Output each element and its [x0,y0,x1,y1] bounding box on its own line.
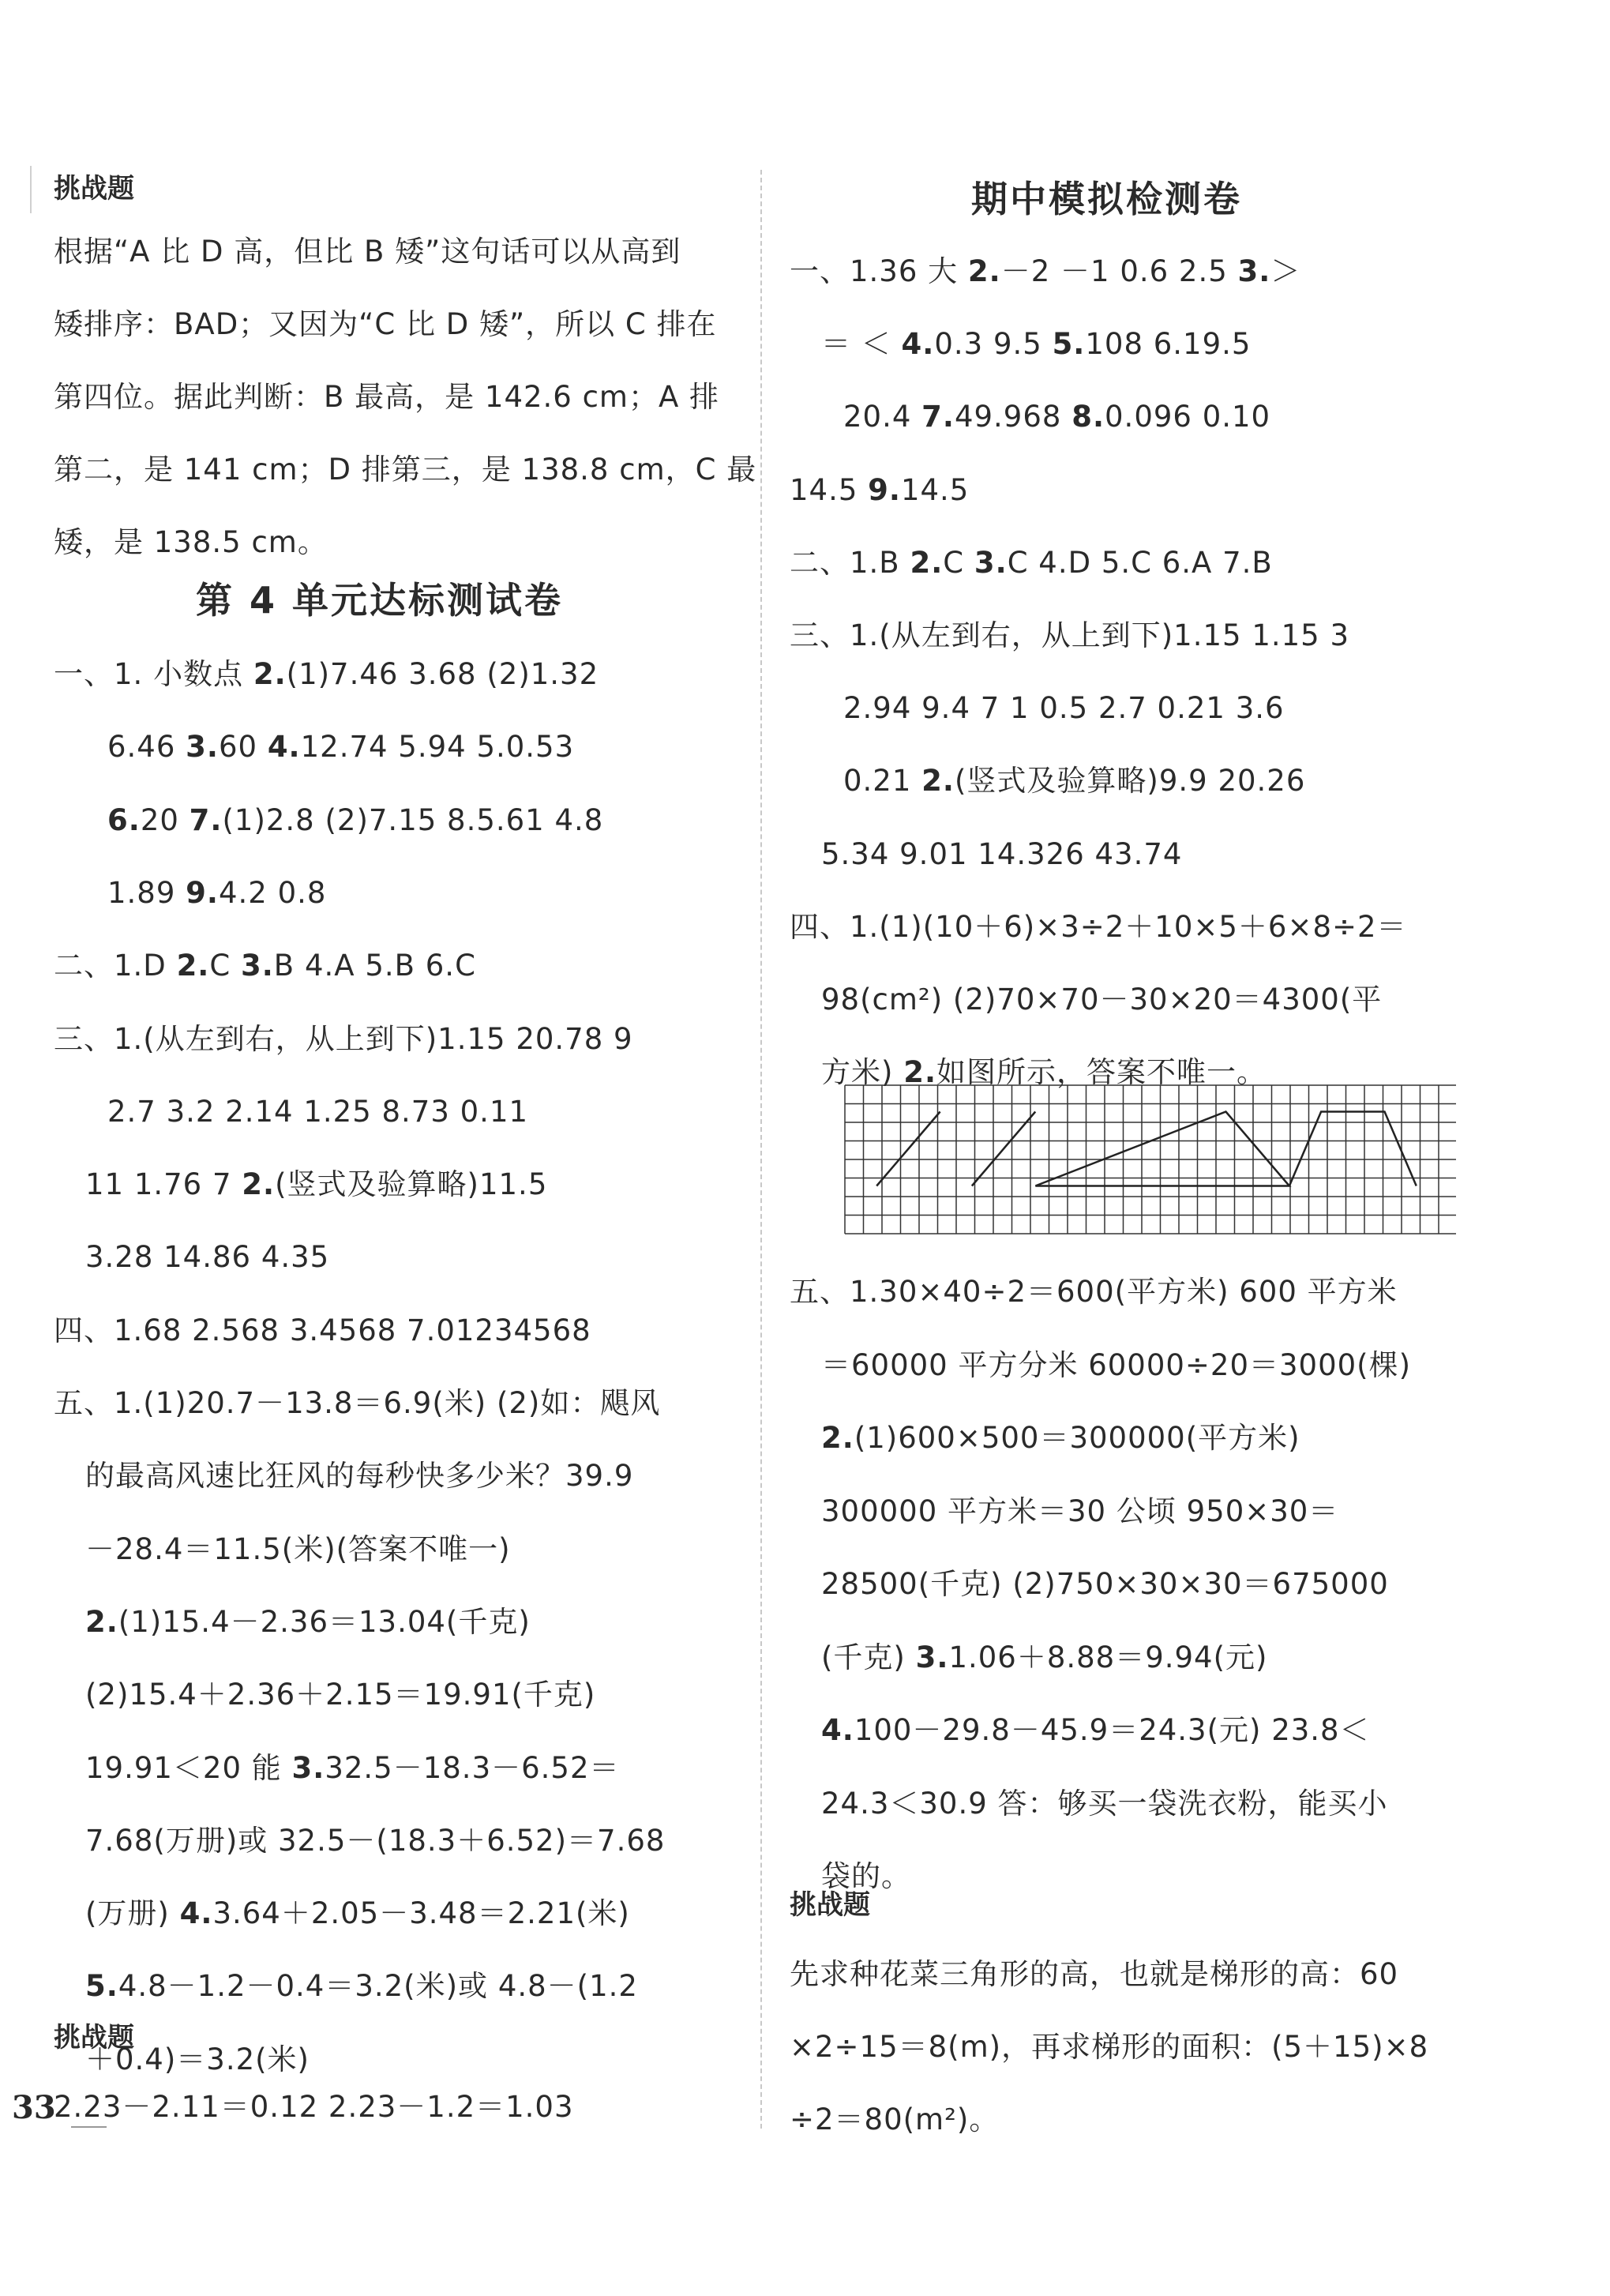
item-number: 3. [186,730,219,765]
answer-line [54,947,476,985]
text-line: 第四位。据此判断：B 最高，是 142.6 cm；A 排 [54,380,720,414]
text-line: ÷2＝80(m²)。 [790,2102,1000,2136]
answer-text: 11 1.76 7 [85,1167,242,1202]
item-number: 4. [267,730,301,765]
margin-mark [30,166,32,213]
answer-text: 19.91＜20 能 [85,1750,292,1785]
item-number: 2. [903,1055,937,1090]
answer-line [790,617,1349,655]
answer-line [107,1093,528,1131]
answer-line [821,1785,1388,1823]
answer-line [107,728,574,766]
answer-text: 一、1. 小数点 [54,657,253,691]
item-number: 3. [240,949,274,983]
answer-line [107,874,326,912]
answer-line [85,1749,620,1787]
answer-text: (竖式及验算略)11.5 [275,1167,548,1202]
answer-text: 四、1.68 2.568 3.4568 7.01234568 [54,1313,591,1347]
answer-line [821,1347,1411,1385]
answer-line [790,908,1407,946]
answer-line [843,690,1285,727]
answer-text: 49.968 [954,400,1072,434]
answer-text: 2.94 9.4 7 1 0.5 2.7 0.21 3.6 [843,691,1285,726]
answer-text: C [209,949,241,983]
answer-text: 的最高风速比狂风的每秒快多少米？39.9 [85,1459,634,1494]
text-line: 矮排序：BAD；又因为“C 比 D 矮”，所以 C 排在 [54,307,717,341]
answer-text: －28.4＝11.5(米)(答案不唯一) [85,1531,511,1566]
answer-line [790,253,1300,291]
answer-line [107,802,603,840]
answer-text: (万册) [85,1896,180,1931]
item-number: 3. [974,545,1008,580]
answer-text: 二、1.B [790,545,910,580]
answer-text: 4.8－1.2－0.4＝3.2(米)或 4.8－(1.2 [118,1969,638,2004]
item-number: 8. [1071,400,1105,434]
column-divider [760,170,762,2129]
answer-text: (1)2.8 (2)7.15 8.5.61 4.8 [222,802,604,837]
answer-line [85,1238,329,1276]
unit4-title: 第 4 单元达标测试卷 [196,579,564,622]
answer-text: 6.46 [107,730,186,765]
page-number-rule [71,2126,107,2128]
answer-text: 20.4 [843,400,922,434]
answer-text: C 4.D 5.C 6.A 7.B [1007,545,1273,580]
answer-line [821,981,1382,1019]
answer-line [821,325,1251,363]
answer-text: (1)7.46 3.68 (2)1.32 [286,657,599,691]
item-number: 3. [1237,254,1271,288]
answer-text: 28500(千克) (2)750×30×30＝675000 [821,1567,1389,1601]
answer-text: 四、1.(1)(10＋6)×3÷2＋10×5＋6×8÷2＝ [790,909,1407,944]
answer-line [843,762,1305,800]
answer-text: 0.096 0.10 [1105,400,1271,434]
answer-line [54,1020,633,1058]
answer-line [790,544,1273,582]
answer-text: －2 －1 0.6 2.5 [1000,254,1238,288]
answer-text: (1)15.4－2.36＝13.04(千克) [118,1604,531,1639]
answer-line [790,1273,1398,1311]
answer-line [54,1385,660,1422]
answer-text: 1.06＋8.88＝9.94(元) [948,1640,1268,1674]
answer-text: 3.64＋2.05－3.48＝2.21(米) [212,1896,630,1931]
answer-line [85,1603,531,1641]
answer-line [821,1639,1267,1677]
answer-text: C [943,545,974,580]
answer-text: 7.68(万册)或 32.5－(18.3＋6.52)＝7.68 [85,1823,666,1858]
item-number: 4. [179,1896,213,1931]
text-line: ×2÷15＝8(m)，再求梯形的面积：(5＋15)×8 [790,2030,1429,2064]
item-number: 2. [253,657,287,691]
answer-text: 二、1.D [54,949,177,983]
answer-text: ＝ ＜ [821,327,902,362]
answer-text: 一、1.36 大 [790,254,968,288]
answer-text: (千克) [821,1640,916,1674]
answer-text: 98(cm²) (2)70×70－30×20＝4300(平 [821,983,1383,1016]
answer-line [85,1676,595,1714]
item-number: 2. [176,949,210,983]
answer-line [821,1712,1370,1749]
item-number: 5. [1052,327,1086,362]
answer-line [85,1166,547,1204]
answer-line [821,1419,1300,1457]
answer-text: 五、1.(1)20.7－13.8＝6.9(米) (2)如：飓风 [54,1386,661,1420]
answer-line [85,1457,633,1495]
item-number: 3. [291,1750,325,1785]
answer-text: ＞ [1270,254,1301,288]
challenge-title-2: 挑战题 [54,2022,134,2054]
answer-text: 24.3＜30.9 答：够买一袋洗衣粉，能买小 [821,1786,1388,1821]
answer-text: 108 6.19.5 [1085,327,1252,362]
answer-text: 1.89 [107,875,186,910]
answer-text: 方米) [821,1055,904,1090]
text-line: 矮，是 138.5 cm。 [54,525,328,559]
answer-text: 60 [218,730,268,765]
item-number: 9. [868,472,901,507]
answer-text: 三、1.(从左到右，从上到下)1.15 20.78 9 [54,1021,633,1056]
answer-text: 12.74 5.94 5.0.53 [300,730,575,765]
answer-text: 0.21 [843,764,922,799]
item-number: 4. [901,327,935,362]
answer-text: 100－29.8－45.9＝24.3(元) 23.8＜ [854,1713,1370,1747]
answer-line [85,1822,665,1860]
answer-text: 20 [140,802,190,837]
item-number: 6. [107,802,141,837]
answer-text: 14.5 [790,472,869,507]
challenge-title: 挑战题 [54,173,134,205]
answer-text: (竖式及验算略)9.9 20.26 [954,764,1306,799]
item-number: 5. [85,1969,118,2004]
answer-line [821,1493,1338,1531]
answer-text: (1)600×500＝300000(平方米) [854,1421,1300,1455]
midterm-title: 期中模拟检测卷 [971,178,1242,220]
answer-text: 五、1.30×40÷2＝600(平方米) 600 平方米 [790,1275,1398,1309]
answer-text: 14.5 [900,472,970,507]
answer-line [85,1531,511,1569]
answer-text: 三、1.(从左到右，从上到下)1.15 1.15 3 [790,618,1349,652]
item-number: 9. [186,875,219,910]
answer-text: 如图所示，答案不唯一。 [936,1055,1267,1090]
item-number: 2. [921,764,955,799]
item-number: 2. [242,1167,276,1202]
answer-line [54,656,599,693]
answer-text: 5.34 9.01 14.326 43.74 [821,836,1183,871]
answer-text: (2)15.4＋2.36＋2.15＝19.91(千克) [85,1678,596,1712]
item-number: 4. [821,1713,854,1747]
challenge-title-3: 挑战题 [790,1889,870,1921]
answer-text: 0.3 9.5 [934,327,1053,362]
item-number: 2. [910,545,944,580]
answer-line [821,1565,1389,1603]
item-number: 7. [189,802,223,837]
answer-line [85,1895,630,1933]
answer-text: ＋0.4)＝3.2(米) [85,2042,310,2076]
answer-text: 3.28 14.86 4.35 [85,1240,330,1275]
answer-line [790,472,969,509]
challenge-answer-2: 2.23－2.11＝0.12 2.23－1.2＝1.03 [54,2090,574,2124]
item-number: 7. [921,400,955,434]
text-line: 第二，是 141 cm；D 排第三，是 138.8 cm，C 最 [54,453,757,487]
answer-line [54,1312,591,1350]
text-line: 根据“A 比 D 高，但比 B 矮”这句话可以从高到 [54,235,681,269]
item-number: 2. [85,1604,118,1639]
answer-line [85,1967,638,2005]
answer-text: 300000 平方米＝30 公顷 950×30＝ [821,1494,1339,1528]
item-number: 2. [967,254,1001,288]
answer-text: B 4.A 5.B 6.C [273,949,476,983]
answer-line [843,398,1270,436]
answer-text: ＝60000 平方分米 60000÷20＝3000(棵) [821,1347,1412,1382]
text-line: 先求种花菜三角形的高，也就是梯形的高：60 [790,1957,1399,1991]
item-number: 2. [821,1421,854,1455]
answer-text: 2.7 3.2 2.14 1.25 8.73 0.11 [107,1094,529,1129]
answer-text: 袋的。 [821,1859,911,1893]
item-number: 3. [915,1640,949,1674]
answer-text: 4.2 0.8 [218,875,327,910]
page-number: 33 [12,2089,56,2126]
answer-text: 32.5－18.3－6.52＝ [325,1750,620,1785]
answer-line [821,836,1182,874]
grid-figure [843,1084,1459,1242]
